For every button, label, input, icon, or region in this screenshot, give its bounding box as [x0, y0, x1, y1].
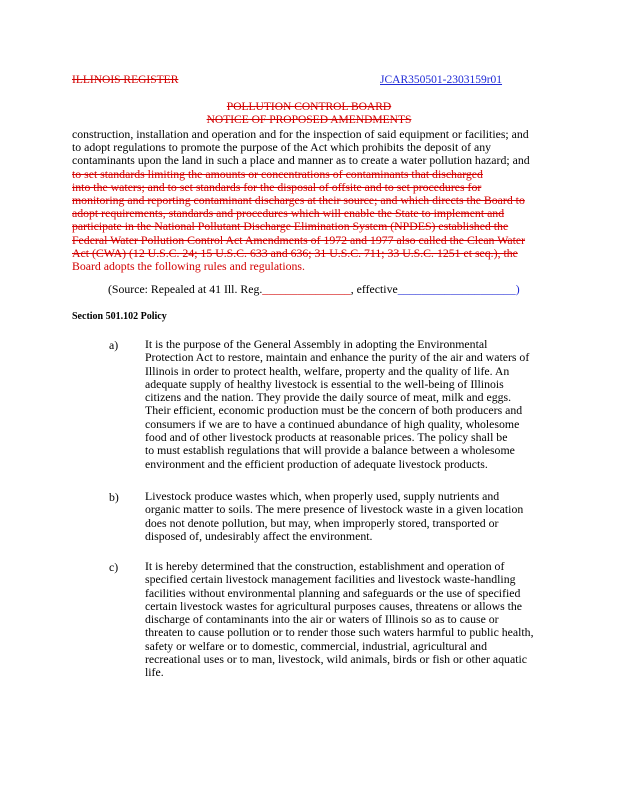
section-heading: Section 501.102 Policy: [72, 311, 167, 322]
item-line: It is hereby determined that the construction, establishment and operation of: [145, 559, 505, 573]
item-line: life.: [145, 665, 164, 680]
item-line: It is the purpose of the General Assembly in adopting the Environmental: [145, 337, 488, 351]
item-line: environment and the efficient production of adequate livestock products.: [145, 456, 488, 471]
intro-line: adopt requirements, standards and procedures which will enable the State to implement and: [72, 206, 505, 221]
item-line: Protection Act to restore, maintain and enhance the purity of the air and waters of: [145, 350, 530, 365]
item-label-c: c): [109, 560, 119, 574]
intro-paragraph: [72, 128, 602, 273]
item-line: to must establish regulations that will provide a balance between a wholesome: [145, 443, 515, 458]
item-line: food and of other livestock products at reasonable prices. The policy shall be: [145, 430, 508, 445]
intro-line: into the waters; and to set standards for the disposal of offsite and to set procedures for: [72, 179, 482, 194]
intro-line: monitoring and reporting contaminant discharges at their source; and which directs the Board to: [72, 193, 525, 208]
agency-title: POLLUTION CONTROL BOARD: [226, 101, 392, 113]
item-line: recreational uses or to man, livestock, wild animals, birds or fish or other aquatic: [145, 652, 527, 667]
jcar-code: JCAR350501-2303159r01: [380, 74, 503, 86]
item-line: citizens and the nation. They provide the daily source of meat, milk and eggs.: [145, 390, 512, 405]
item-line: Illinois in order to protect health, welfare, property and the quality of life. An: [145, 363, 510, 378]
item-line: discharge of contaminants into the air or waters of Illinois so as to cause or: [145, 612, 499, 627]
item-a-text: [145, 338, 605, 471]
intro-line: contaminants upon the land in such a place and manner as to create a water pollution hazard; and: [72, 153, 530, 168]
source-middle: , effective: [350, 282, 398, 296]
register-header: ILLINOIS REGISTER: [72, 74, 179, 86]
intro-line: Act (CWA) (12 U.S.C. 24; 15 U.S.C. 633 and 636; 31 U.S.C. 711; 33 U.S.C. 1251 et seq.), the: [72, 245, 518, 260]
intro-line: participate in the National Pollutant Discharge Elimination System (NPDES) established the: [72, 219, 509, 234]
source-note: [108, 282, 520, 297]
notice-title: NOTICE OF PROPOSED AMENDMENTS: [206, 114, 412, 126]
item-line: Livestock produce wastes which, when properly used, supply nutrients and: [145, 489, 500, 503]
item-line: organic matter to soils. The mere presence of livestock waste in a given location: [145, 502, 524, 517]
item-line: specified certain livestock management facilities and livestock waste-handling: [145, 572, 516, 587]
item-label-b: b): [109, 490, 119, 504]
item-label-a: a): [109, 338, 119, 352]
intro-line: to adopt regulations to promote the purpose of the Act which prohibits the deposit of any: [72, 140, 492, 155]
item-line: Their efficient, economic production must be the concern of both producers and: [145, 403, 523, 418]
intro-line: Board adopts the following rules and regulations.: [72, 259, 305, 274]
item-line: does not denote pollution, but may, when improperly stored, transported or: [145, 515, 499, 530]
item-line: safety or welfare or to domestic, commercial, industrial, agricultural and: [145, 638, 487, 653]
source-blank-1: _______________: [262, 282, 351, 296]
intro-line: Federal Water Pollution Control Act Amendments of 1972 and 1977 also called the Clean Water: [72, 232, 526, 247]
source-blank-2: ____________________): [397, 282, 520, 296]
item-line: disposed of, undesirably affect the environment.: [145, 528, 373, 543]
item-c-text: [145, 560, 605, 680]
intro-line: to set standards limiting the amounts or concentrations of contaminants that discharged: [72, 166, 483, 181]
item-line: facilities without environmental planning and safeguards or the use of specified: [145, 585, 521, 600]
source-prefix: (Source: Repealed at 41 Ill. Reg.: [108, 282, 263, 296]
item-line: threaten to cause pollution or to render those such waters harmful to public health,: [145, 625, 534, 640]
intro-line: construction, installation and operation and for the inspection of said equipment or facilities; and: [72, 127, 529, 141]
item-b-text: [145, 490, 605, 543]
item-line: adequate supply of healthy livestock is essential to the well-being of Illinois: [145, 376, 504, 391]
item-line: certain livestock wastes for agricultural purposes causes, threatens or allows the: [145, 598, 523, 613]
item-line: consumers if we are to have a continued abundance of high quality, wholesome: [145, 416, 520, 431]
